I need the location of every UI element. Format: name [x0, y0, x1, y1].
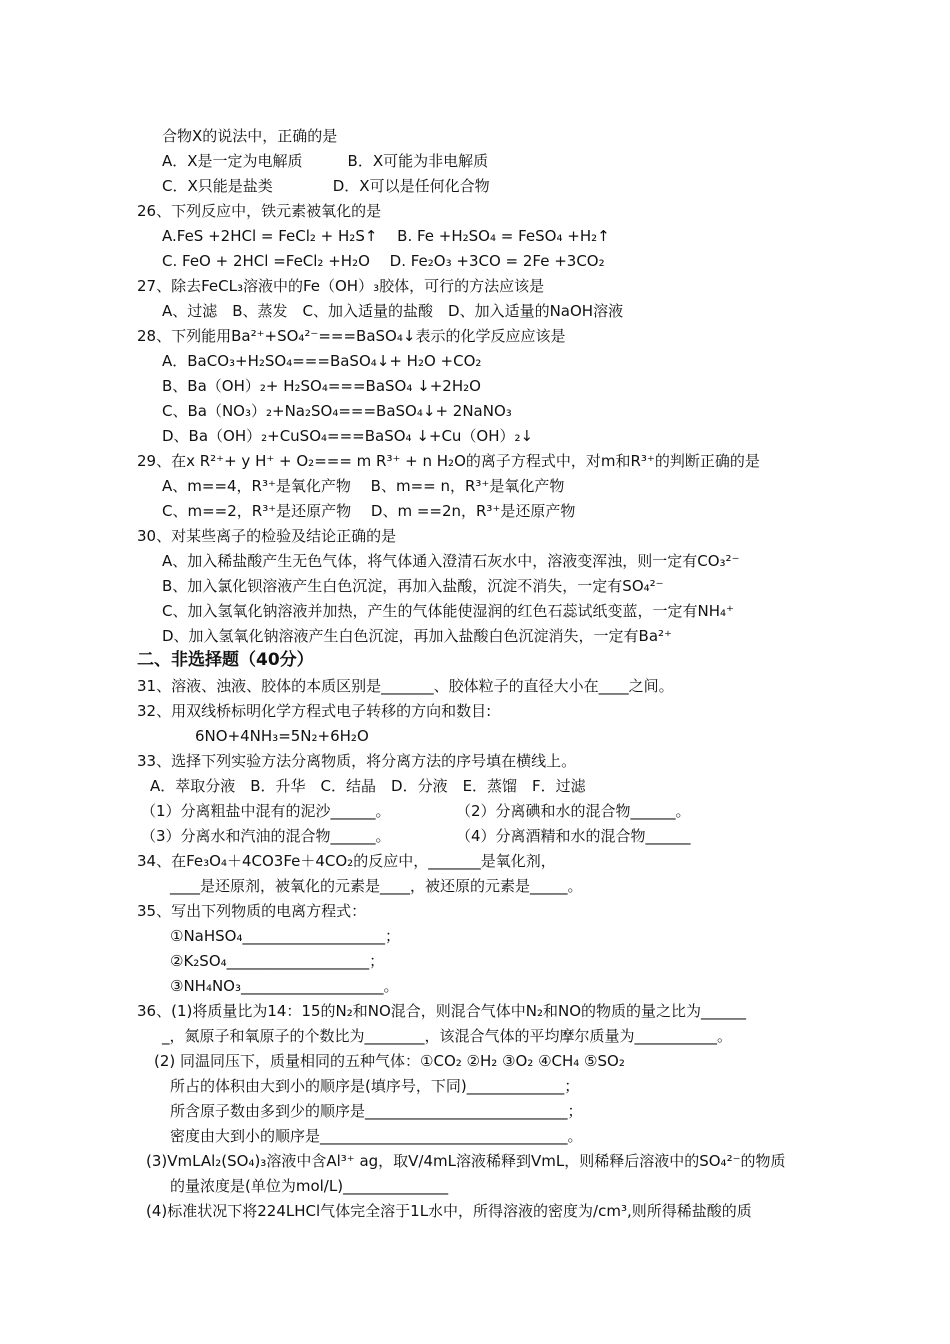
option-line: A、加入稀盐酸产生无色气体，将气体通入澄清石灰水中，溶液变浑浊，则一定有CO₃²⁻ [162, 552, 740, 570]
option-line: A．BaCO₃+H₂SO₄===BaSO₄↓+ H₂O +CO₂ [162, 352, 482, 370]
question-35: 35、写出下列物质的电离方程式： [137, 902, 367, 920]
option-line: D、Ba（OH）₂+CuSO₄===BaSO₄ ↓+Cu（OH）₂↓ [162, 427, 534, 445]
question-33: 33、选择下列实验方法分离物质，将分离方法的序号填在横线上。 [137, 752, 577, 770]
option-line: A．X是一定为电解质 B．X可能为非电解质 [162, 152, 489, 170]
option-line: A、m==4，R³⁺是氧化产物 B、m== n，R³⁺是氧化产物 [162, 477, 565, 495]
option-line: A．萃取分液 B．升华 C．结晶 D．分液 E．蒸馏 F．过滤 [150, 777, 586, 795]
text-line: _，氮原子和氧原子的个数比为________，该混合气体的平均摩尔质量为___________。 [162, 1027, 733, 1045]
question-34: 34、在Fe₃O₄＋4CO3Fe＋4CO₂的反应中，_______是氧化剂， [137, 852, 556, 870]
option-line: C、m==2，R³⁺是还原产物 D、m ==2n，R³⁺是还原产物 [162, 502, 576, 520]
subquestion: （1）分离粗盐中混有的泥沙______。 [141, 802, 391, 820]
text-line: 所占的体积由大到小的顺序是(填序号，下同)_____________； [170, 1077, 580, 1095]
text-line: ____是还原剂，被氧化的元素是____，被还原的元素是_____。 [170, 877, 583, 895]
subquestion: (2) 同温同压下，质量相同的五种气体：①CO₂ ②H₂ ③O₂ ④CH₄ ⑤SO₂ [154, 1052, 625, 1070]
subquestion: ②K₂SO₄___________________； [170, 952, 385, 970]
question-28: 28、下列能用Ba²⁺+SO₄²⁻===BaSO₄↓表示的化学反应应该是 [137, 327, 566, 345]
section-heading: 二、非选择题（40分） [137, 650, 314, 670]
question-27: 27、除去FeCL₃溶液中的Fe（OH）₃胶体，可行的方法应该是 [137, 277, 545, 295]
text-line: 合物X的说法中，正确的是 [162, 127, 338, 145]
text-line: 的量浓度是(单位为mol/L)______________ [170, 1177, 449, 1195]
option-line: A.FeS +2HCl = FeCl₂ + H₂S↑ B. Fe +H₂SO₄ = FeSO₄ +H₂↑ [162, 227, 610, 245]
text-line: 所含原子数由多到少的顺序是___________________________； [170, 1102, 583, 1120]
option-line: C、Ba（NO₃）₂+Na₂SO₄===BaSO₄↓+ 2NaNO₃ [162, 402, 512, 420]
question-32: 32、用双线桥标明化学方程式电子转移的方向和数目: [137, 702, 492, 720]
subquestion: ③NH₄NO₃___________________。 [170, 977, 399, 995]
option-line: C. FeO + 2HCl =FeCl₂ +H₂O D. Fe₂O₃ +3CO = 2Fe +3CO₂ [162, 252, 605, 270]
option-line: B、Ba（OH）₂+ H₂SO₄===BaSO₄ ↓+2H₂O [162, 377, 481, 395]
option-line: D、加入氢氧化钠溶液产生白色沉淀，再加入盐酸白色沉淀消失，一定有Ba²⁺ [162, 627, 672, 645]
question-26: 26、下列反应中，铁元素被氧化的是 [137, 202, 382, 220]
option-line: A、过滤 B、蒸发 C、加入适量的盐酸 D、加入适量的NaOH溶液 [162, 302, 624, 320]
option-line: C．X只能是盐类 D．X可以是任何化合物 [162, 177, 490, 195]
equation: 6NO+4NH₃=5N₂+6H₂O [195, 727, 369, 745]
option-line: B、加入氯化钡溶液产生白色沉淀，再加入盐酸，沉淀不消失，一定有SO₄²⁻ [162, 577, 664, 595]
subquestion: (4)标准状况下将224LHCl气体完全溶于1L水中，所得溶液的密度为/cm³,则所得稀盐酸的质 [146, 1202, 752, 1220]
subquestion: (3)VmLAl₂(SO₄)₃溶液中含Al³⁺ ag，取V/4mL溶液稀释到VmL，则稀释后溶液中的SO₄²⁻的物质 [146, 1152, 786, 1170]
question-30: 30、对某些离子的检验及结论正确的是 [137, 527, 397, 545]
question-31: 31、溶液、浊液、胶体的本质区别是_______、胶体粒子的直径大小在____之间。 [137, 677, 674, 695]
subquestion: ①NaHSO₄___________________； [170, 927, 400, 945]
text-line: 密度由大到小的顺序是_________________________________。 [170, 1127, 583, 1145]
subquestion: （3）分离水和汽油的混合物______。 [141, 827, 391, 845]
question-29: 29、在x R²⁺+ y H⁺ + O₂=== m R³⁺ + n H₂O的离子方程式中，对m和R³⁺的判断正确的是 [137, 452, 760, 470]
subquestion: （2）分离碘和水的混合物______。 [456, 802, 691, 820]
question-36: 36、(1)将质量比为14：15的N₂和NO混合，则混合气体中N₂和NO的物质的量之比为______ [137, 1002, 747, 1020]
option-line: C、加入氢氧化钠溶液并加热，产生的气体能使湿润的红色石蕊试纸变蓝，一定有NH₄⁺ [162, 602, 734, 620]
subquestion: （4）分离酒精和水的混合物______ [456, 827, 691, 845]
